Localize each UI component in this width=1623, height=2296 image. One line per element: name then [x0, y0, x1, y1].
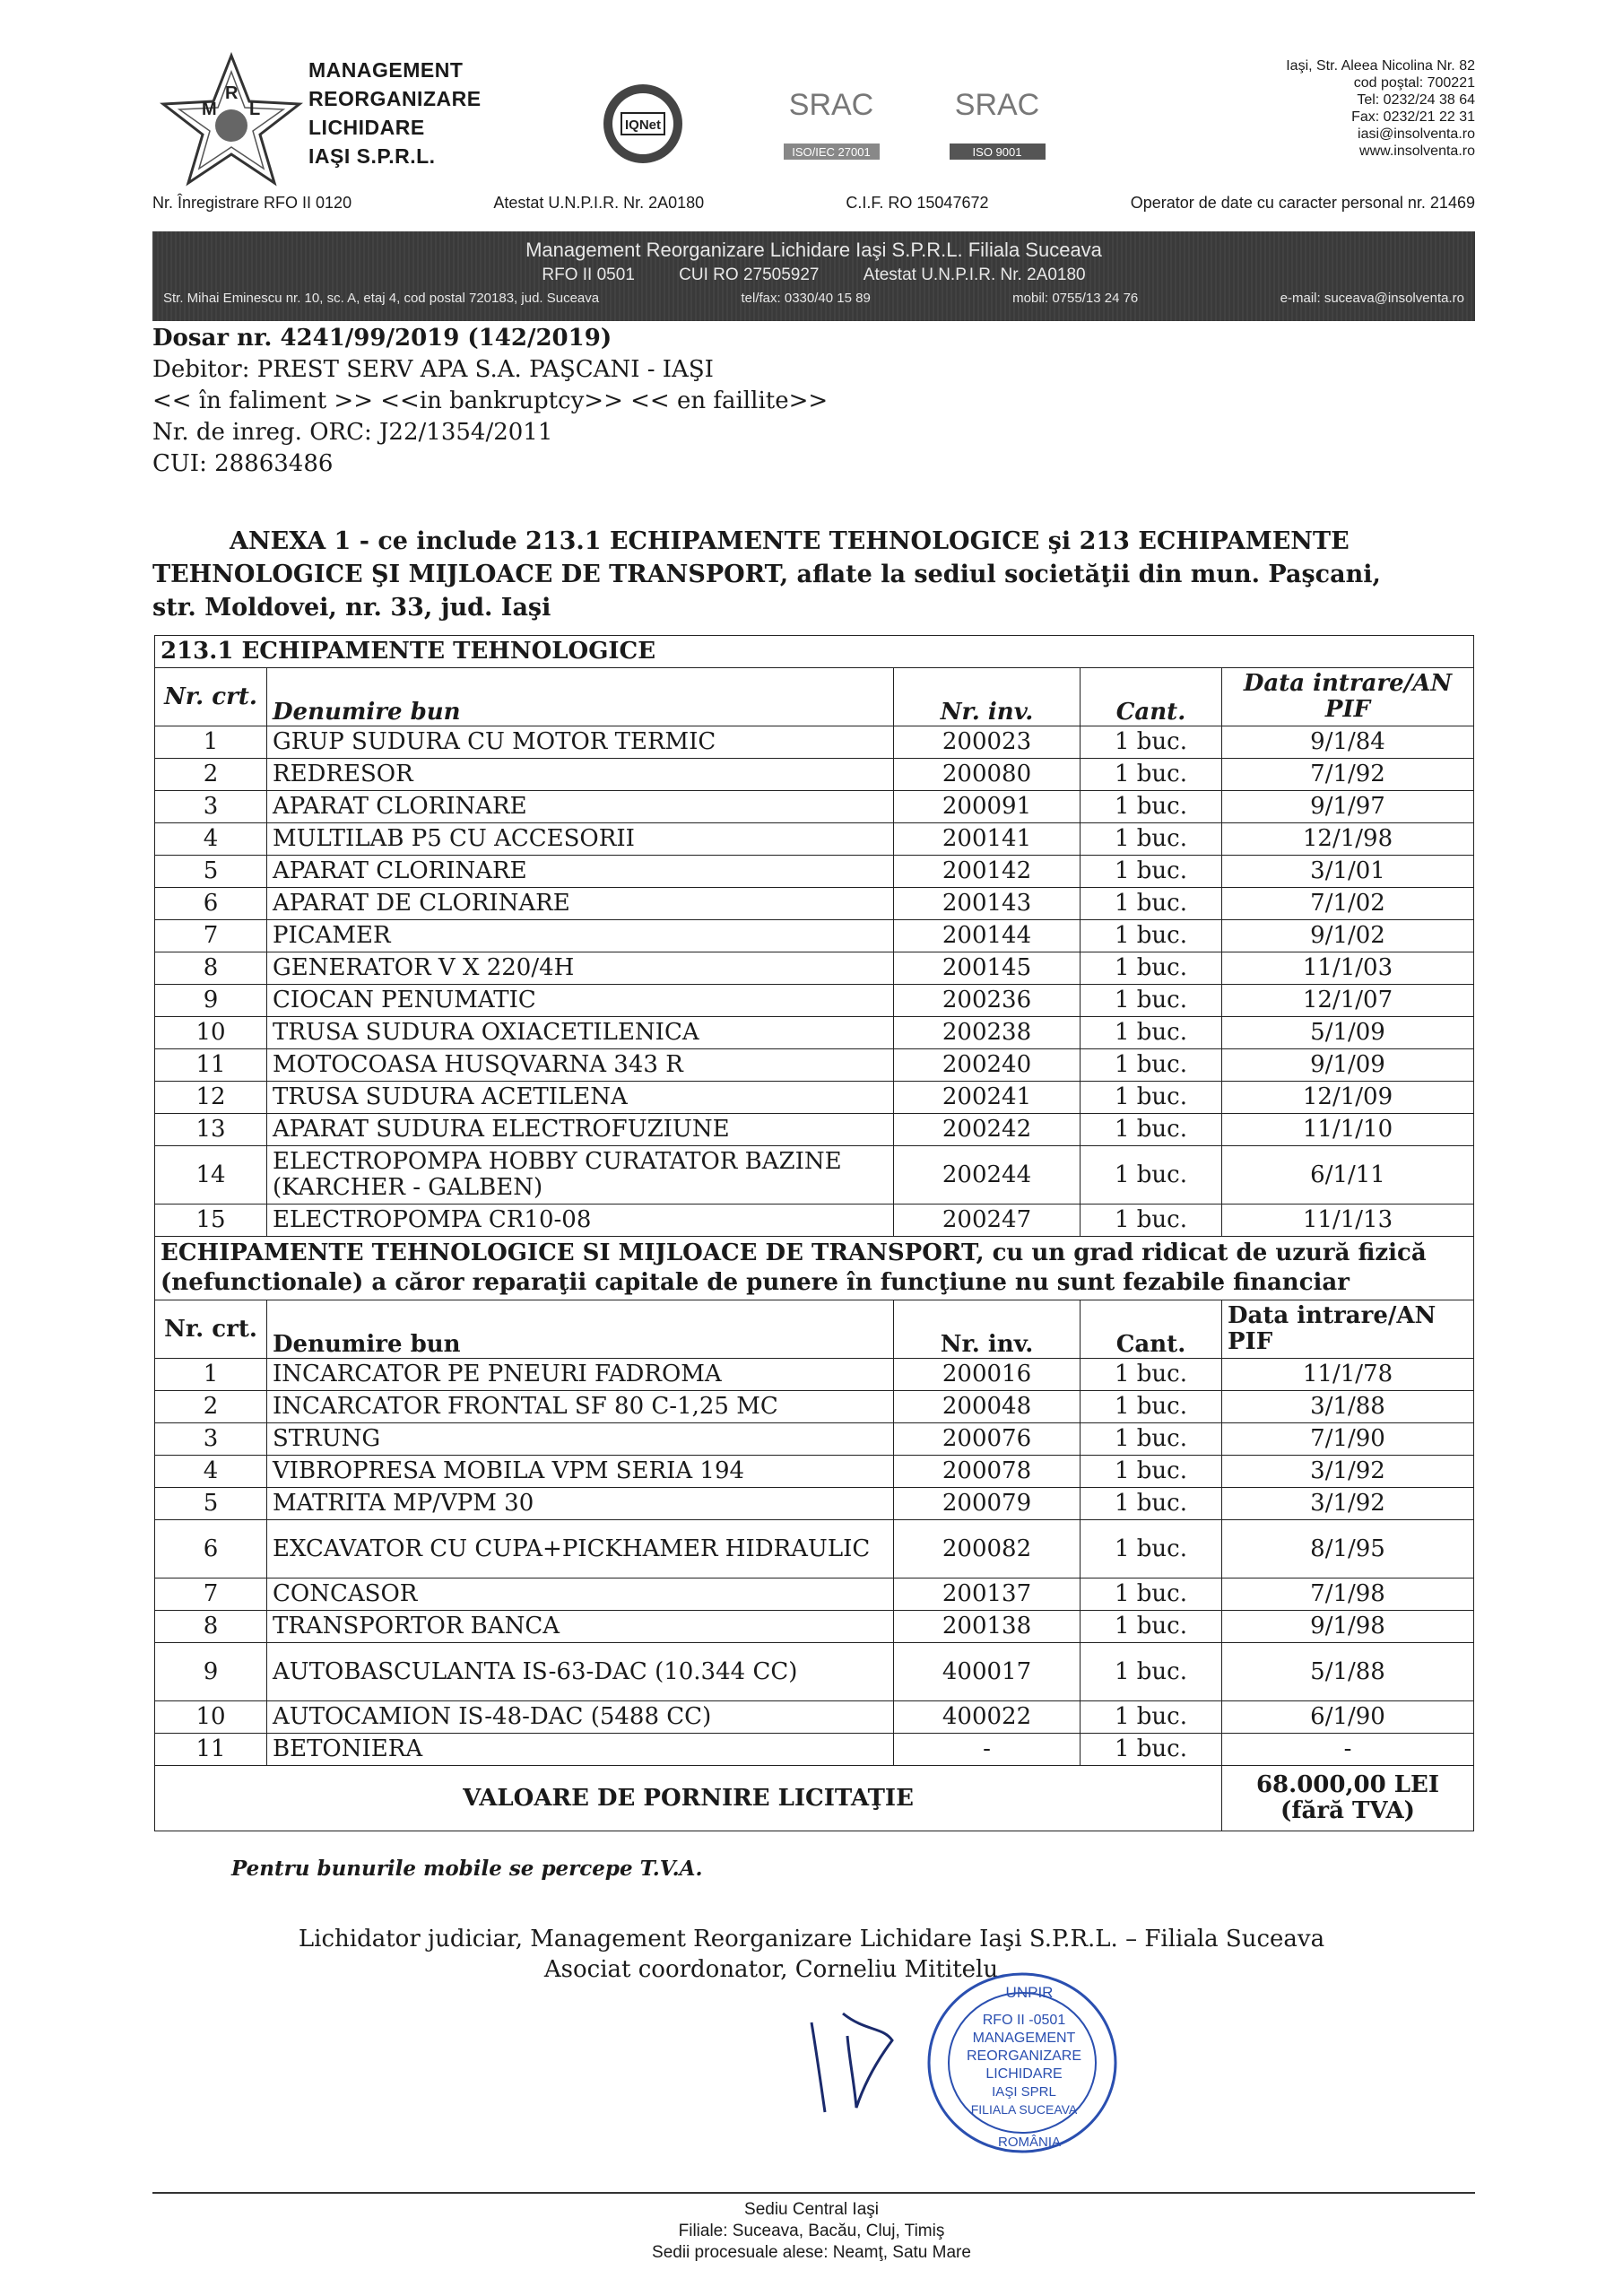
- stamp-line: UNPIR: [1005, 1984, 1054, 2001]
- table-row: [155, 1391, 1474, 1423]
- insolvency-status: << în faliment >> <<in bankruptcy>> << en faillite>>: [152, 387, 829, 414]
- banner-contacts: [152, 291, 1475, 306]
- banner-title: Management Reorganizare Lichidare Iaşi S.P.R.L. Filiala Suceava: [525, 239, 1102, 261]
- quantity: 1 buc.: [1081, 1611, 1222, 1643]
- table-header-row: [155, 1300, 1474, 1359]
- table-row: [155, 952, 1474, 985]
- starting-price-cell: [1222, 1766, 1474, 1831]
- quantity: 1 buc.: [1081, 1049, 1222, 1082]
- address-line: cod poştal: 700221: [1353, 75, 1475, 91]
- asset-name: REDRESOR: [267, 759, 894, 791]
- inventory-number: 200016: [894, 1359, 1081, 1391]
- badge-label: SRAC: [954, 88, 1040, 122]
- inventory-number: -: [894, 1734, 1081, 1766]
- table-row: [155, 1456, 1474, 1488]
- asset-name: ELECTROPOMPA HOBBY CURATATOR BAZINE (KARCHER - GALBEN): [267, 1146, 894, 1205]
- row-number: 6: [155, 888, 267, 920]
- entry-date: 7/1/90: [1222, 1423, 1474, 1456]
- row-number: 8: [155, 952, 267, 985]
- banner-id: RFO II 0501: [542, 265, 635, 284]
- liquidator-line: Lichidator judiciar, Management Reorganizare Lichidare Iaşi S.P.R.L. – Filiala Suceava: [298, 1926, 1325, 1952]
- quantity: 1 buc.: [1081, 1520, 1222, 1578]
- quantity: 1 buc.: [1081, 1359, 1222, 1391]
- quantity: 1 buc.: [1081, 1017, 1222, 1049]
- section-title: ECHIPAMENTE TEHNOLOGICE SI MIJLOACE DE TRANSPORT, cu un grad ridicat de uzură fizică (nefunctionale) a căror reparaţii capitale de punere în funcţiune nu sunt fezabile financiar: [155, 1237, 1474, 1300]
- inventory-number: 200137: [894, 1578, 1081, 1611]
- row-number: 13: [155, 1114, 267, 1146]
- entry-date: 3/1/01: [1222, 856, 1474, 888]
- asset-name: MATRITA MP/VPM 30: [267, 1488, 894, 1520]
- quantity: 1 buc.: [1081, 1488, 1222, 1520]
- handwritten-signature: [794, 1996, 910, 2121]
- asset-name: TRANSPORTOR BANCA: [267, 1611, 894, 1643]
- quantity: 1 buc.: [1081, 1456, 1222, 1488]
- entry-date: 6/1/90: [1222, 1701, 1474, 1734]
- website-link[interactable]: www.insolventa.ro: [1359, 144, 1475, 159]
- asset-name: AUTOBASCULANTA IS-63-DAC (10.344 CC): [267, 1643, 894, 1701]
- asset-name: INCARCATOR FRONTAL SF 80 C-1,25 MC: [267, 1391, 894, 1423]
- table-row: [155, 856, 1474, 888]
- asset-name: TRUSA SUDURA OXIACETILENICA: [267, 1017, 894, 1049]
- header-qty: Cant.: [1081, 668, 1222, 726]
- registration-line: [152, 194, 1475, 213]
- entry-date: 12/1/98: [1222, 823, 1474, 856]
- inventory-number: 200145: [894, 952, 1081, 985]
- table-row: [155, 726, 1474, 759]
- row-number: 3: [155, 791, 267, 823]
- row-number: 8: [155, 1611, 267, 1643]
- asset-name: APARAT CLORINARE: [267, 791, 894, 823]
- entry-date: 9/1/98: [1222, 1611, 1474, 1643]
- asset-name: GENERATOR V X 220/4H: [267, 952, 894, 985]
- unpir-attestation: Atestat U.N.P.I.R. Nr. 2A0180: [493, 194, 705, 212]
- row-number: 5: [155, 1488, 267, 1520]
- annex-line: str. Moldovei, nr. 33, jud. Iaşi: [152, 594, 551, 622]
- inventory-number: 200048: [894, 1391, 1081, 1423]
- asset-name: CIOCAN PENUMATIC: [267, 985, 894, 1017]
- starting-price-value: 68.000,00 LEI: [1255, 1771, 1440, 1798]
- asset-name: BETONIERA: [267, 1734, 894, 1766]
- inventory-number: 200082: [894, 1520, 1081, 1578]
- address-line: Tel: 0232/24 38 64: [1357, 92, 1475, 108]
- table-row: [155, 1701, 1474, 1734]
- table-row: [155, 1611, 1474, 1643]
- inventory-number: 200240: [894, 1049, 1081, 1082]
- entry-date: 5/1/88: [1222, 1643, 1474, 1701]
- entry-date: 9/1/84: [1222, 726, 1474, 759]
- entry-date: 9/1/97: [1222, 791, 1474, 823]
- row-number: 4: [155, 823, 267, 856]
- email-link[interactable]: iasi@insolventa.ro: [1358, 126, 1475, 142]
- stamp-line: ROMÂNIA: [997, 2135, 1062, 2150]
- asset-name: CONCASOR: [267, 1578, 894, 1611]
- table-row: [155, 1359, 1474, 1391]
- table-row: [155, 1423, 1474, 1456]
- entry-date: 11/1/03: [1222, 952, 1474, 985]
- table-row: [155, 888, 1474, 920]
- asset-name: INCARCATOR PE PNEURI FADROMA: [267, 1359, 894, 1391]
- table-row: [155, 985, 1474, 1017]
- inventory-number: 200023: [894, 726, 1081, 759]
- footer-line: Filiale: Suceava, Bacău, Cluj, Timiş: [678, 2222, 945, 2240]
- badge-label: SRAC: [788, 88, 874, 122]
- row-number: 2: [155, 759, 267, 791]
- assets-table-body: [155, 636, 1474, 1831]
- table-row: [155, 1049, 1474, 1082]
- quantity: 1 buc.: [1081, 888, 1222, 920]
- banner-mobile: mobil: 0755/13 24 76: [1012, 291, 1139, 306]
- table-row: [155, 791, 1474, 823]
- dossier-info: [152, 323, 828, 480]
- starting-price-label: VALOARE DE PORNIRE LICITAŢIE: [155, 1766, 1222, 1831]
- cif-number: C.I.F. RO 15047672: [846, 194, 989, 212]
- asset-name: MOTOCOASA HUSQVARNA 343 R: [267, 1049, 894, 1082]
- banner-id: CUI RO 27505927: [679, 265, 820, 284]
- table-row: [155, 1520, 1474, 1578]
- inventory-number: 200141: [894, 823, 1081, 856]
- row-number: 14: [155, 1146, 267, 1205]
- srac-iso27001-badge-icon: [780, 79, 883, 169]
- branch-banner: [152, 231, 1475, 321]
- quantity: 1 buc.: [1081, 1391, 1222, 1423]
- table-row: [155, 1114, 1474, 1146]
- stamp-line: LICHIDARE: [985, 2066, 1063, 2082]
- srac-iso9001-badge-icon: [946, 79, 1049, 169]
- data-operator-number: Operator de date cu caracter personal nr. 21469: [1130, 194, 1475, 212]
- company-line: REORGANIZARE: [308, 87, 482, 110]
- company-logo-icon: [160, 52, 303, 187]
- row-number: 7: [155, 920, 267, 952]
- quantity: 1 buc.: [1081, 1701, 1222, 1734]
- row-number: 1: [155, 726, 267, 759]
- footer-divider: [152, 2192, 1475, 2194]
- stamp-line: MANAGEMENT: [972, 2031, 1076, 2046]
- inventory-number: 200241: [894, 1082, 1081, 1114]
- header-nr: Nr. crt.: [155, 1300, 267, 1359]
- asset-name: STRUNG: [267, 1423, 894, 1456]
- row-number: 3: [155, 1423, 267, 1456]
- inventory-number: 200244: [894, 1146, 1081, 1205]
- quantity: 1 buc.: [1081, 1643, 1222, 1701]
- dossier-number: Dosar nr. 4241/99/2019 (142/2019): [152, 325, 612, 352]
- row-number: 9: [155, 1643, 267, 1701]
- logo-letter-m: M: [202, 100, 217, 119]
- entry-date: 11/1/10: [1222, 1114, 1474, 1146]
- asset-name: APARAT DE CLORINARE: [267, 888, 894, 920]
- liquidator-block: [0, 1924, 1623, 1985]
- asset-name: GRUP SUDURA CU MOTOR TERMIC: [267, 726, 894, 759]
- address-line: Fax: 0232/21 22 31: [1351, 109, 1475, 125]
- entry-date: 7/1/92: [1222, 759, 1474, 791]
- quantity: 1 buc.: [1081, 1578, 1222, 1611]
- inventory-number: 200078: [894, 1456, 1081, 1488]
- company-line: MANAGEMENT: [308, 58, 464, 82]
- row-number: 5: [155, 856, 267, 888]
- asset-name: ELECTROPOMPA CR10-08: [267, 1205, 894, 1237]
- inventory-number: 400022: [894, 1701, 1081, 1734]
- cui-number: CUI: 28863486: [152, 450, 334, 477]
- asset-name: APARAT CLORINARE: [267, 856, 894, 888]
- company-name: [308, 56, 482, 170]
- banner-address: Str. Mihai Eminescu nr. 10, sc. A, etaj 4, cod postal 720183, jud. Suceava: [163, 291, 600, 306]
- table-row: [155, 1205, 1474, 1237]
- inventory-number: 200138: [894, 1611, 1081, 1643]
- section-title-row: [155, 1237, 1474, 1300]
- seal-text: IQNet: [624, 117, 662, 133]
- asset-name: APARAT SUDURA ELECTROFUZIUNE: [267, 1114, 894, 1146]
- inventory-number: 400017: [894, 1643, 1081, 1701]
- logo-letter-r: R: [225, 83, 239, 103]
- quantity: 1 buc.: [1081, 1146, 1222, 1205]
- entry-date: 3/1/92: [1222, 1488, 1474, 1520]
- stamp-line: REORGANIZARE: [966, 2048, 1082, 2064]
- row-number: 9: [155, 985, 267, 1017]
- header-nr: Nr. crt.: [155, 668, 267, 726]
- quantity: 1 buc.: [1081, 1423, 1222, 1456]
- inventory-number: 200079: [894, 1488, 1081, 1520]
- row-number: 2: [155, 1391, 267, 1423]
- entry-date: 7/1/98: [1222, 1578, 1474, 1611]
- header-qty: Cant.: [1081, 1300, 1222, 1359]
- assets-table: [154, 635, 1474, 1831]
- inventory-number: 200238: [894, 1017, 1081, 1049]
- table-row: [155, 1643, 1474, 1701]
- badge-standard: ISO 9001: [972, 145, 1022, 159]
- entry-date: -: [1222, 1734, 1474, 1766]
- quantity: 1 buc.: [1081, 856, 1222, 888]
- official-stamp-icon: [924, 1969, 1121, 2157]
- table-row: [155, 1082, 1474, 1114]
- table-header-row: [155, 668, 1474, 726]
- quantity: 1 buc.: [1081, 1205, 1222, 1237]
- inventory-number: 200142: [894, 856, 1081, 888]
- logo-letter-l: L: [249, 100, 261, 119]
- inventory-number: 200247: [894, 1205, 1081, 1237]
- entry-date: 6/1/11: [1222, 1146, 1474, 1205]
- quantity: 1 buc.: [1081, 952, 1222, 985]
- stamp-line: FILIALA SUCEAVA: [970, 2102, 1078, 2117]
- annex-line: ANEXA 1 - ce include 213.1 ECHIPAMENTE TEHNOLOGICE şi 213 ECHIPAMENTE: [230, 527, 1350, 555]
- quantity: 1 buc.: [1081, 1114, 1222, 1146]
- entry-date: 5/1/09: [1222, 1017, 1474, 1049]
- table-row: [155, 1017, 1474, 1049]
- entry-date: 9/1/09: [1222, 1049, 1474, 1082]
- debtor-name: Debitor: PREST SERV APA S.A. PAŞCANI - IAŞI: [152, 356, 714, 383]
- inventory-number: 200080: [894, 759, 1081, 791]
- quantity: 1 buc.: [1081, 1734, 1222, 1766]
- entry-date: 9/1/02: [1222, 920, 1474, 952]
- quantity: 1 buc.: [1081, 726, 1222, 759]
- quantity: 1 buc.: [1081, 759, 1222, 791]
- table-row: [155, 1578, 1474, 1611]
- table-row: [155, 759, 1474, 791]
- annex-heading: [152, 525, 1475, 624]
- row-number: 10: [155, 1701, 267, 1734]
- quantity: 1 buc.: [1081, 985, 1222, 1017]
- asset-name: PICAMER: [267, 920, 894, 952]
- footer-line: Sediu Central Iaşi: [744, 2200, 879, 2219]
- head-office-address: [1286, 57, 1475, 160]
- banner-ids: [152, 265, 1475, 285]
- vat-note: Pentru bunurile mobile se percepe T.V.A.: [231, 1857, 703, 1881]
- table-row: [155, 823, 1474, 856]
- asset-name: VIBROPRESA MOBILA VPM SERIA 194: [267, 1456, 894, 1488]
- row-number: 11: [155, 1049, 267, 1082]
- row-number: 10: [155, 1017, 267, 1049]
- table-row: [155, 920, 1474, 952]
- inventory-number: 200091: [894, 791, 1081, 823]
- inventory-number: 200236: [894, 985, 1081, 1017]
- header-denumire: Denumire bun: [267, 1300, 894, 1359]
- inventory-number: 200144: [894, 920, 1081, 952]
- asset-name: MULTILAB P5 CU ACCESORII: [267, 823, 894, 856]
- row-number: 4: [155, 1456, 267, 1488]
- reg-number: Nr. Înregistrare RFO II 0120: [152, 194, 352, 212]
- page-footer: [0, 2199, 1623, 2264]
- footer-line: Sedii procesuale alese: Neamţ, Satu Mare: [652, 2243, 971, 2262]
- table-row: [155, 1488, 1474, 1520]
- row-number: 12: [155, 1082, 267, 1114]
- entry-date: 3/1/88: [1222, 1391, 1474, 1423]
- total-row: [155, 1766, 1474, 1831]
- stamp-line: IAŞI SPRL: [992, 2084, 1056, 2100]
- entry-date: 7/1/02: [1222, 888, 1474, 920]
- company-line: IAŞI S.P.R.L.: [308, 144, 436, 168]
- quantity: 1 buc.: [1081, 920, 1222, 952]
- entry-date: 11/1/78: [1222, 1359, 1474, 1391]
- quantity: 1 buc.: [1081, 791, 1222, 823]
- row-number: 7: [155, 1578, 267, 1611]
- asset-name: EXCAVATOR CU CUPA+PICKHAMER HIDRAULIC: [267, 1520, 894, 1578]
- table-row: [155, 1734, 1474, 1766]
- asset-name: TRUSA SUDURA ACETILENA: [267, 1082, 894, 1114]
- banner-id: Atestat U.N.P.I.R. Nr. 2A0180: [863, 265, 1086, 284]
- address-line: Iaşi, Str. Aleea Nicolina Nr. 82: [1286, 58, 1475, 74]
- asset-name: AUTOCAMION IS-48-DAC (5488 CC): [267, 1701, 894, 1734]
- quantity: 1 buc.: [1081, 823, 1222, 856]
- starting-price-vat-note: (fără TVA): [1280, 1797, 1415, 1824]
- entry-date: 12/1/07: [1222, 985, 1474, 1017]
- inventory-number: 200242: [894, 1114, 1081, 1146]
- section-title: 213.1 ECHIPAMENTE TEHNOLOGICE: [155, 636, 1474, 668]
- section-title-row: [155, 636, 1474, 668]
- row-number: 15: [155, 1205, 267, 1237]
- entry-date: 11/1/13: [1222, 1205, 1474, 1237]
- banner-phone: tel/fax: 0330/40 15 89: [741, 291, 871, 306]
- row-number: 1: [155, 1359, 267, 1391]
- header-date: Data intrare/AN PIF: [1222, 1300, 1474, 1359]
- entry-date: 3/1/92: [1222, 1456, 1474, 1488]
- inventory-number: 200143: [894, 888, 1081, 920]
- entry-date: 12/1/09: [1222, 1082, 1474, 1114]
- annex-line: TEHNOLOGICE ŞI MIJLOACE DE TRANSPORT, aflate la sediul societăţii din mun. Paşcani,: [152, 561, 1381, 588]
- header-inv: Nr. inv.: [894, 1300, 1081, 1359]
- table-row: [155, 1146, 1474, 1205]
- iqnet-certification-seal-icon: [592, 79, 695, 169]
- header-date: Data intrare/AN PIF: [1222, 668, 1474, 726]
- inventory-number: 200076: [894, 1423, 1081, 1456]
- row-number: 11: [155, 1734, 267, 1766]
- stamp-line: RFO II -0501: [982, 2013, 1066, 2028]
- entry-date: 8/1/95: [1222, 1520, 1474, 1578]
- banner-email[interactable]: e-mail: suceava@insolventa.ro: [1280, 291, 1464, 306]
- badge-standard: ISO/IEC 27001: [792, 145, 871, 159]
- orc-number: Nr. de inreg. ORC: J22/1354/2011: [152, 419, 553, 446]
- header-denumire: Denumire bun: [267, 668, 894, 726]
- quantity: 1 buc.: [1081, 1082, 1222, 1114]
- company-line: LICHIDARE: [308, 116, 425, 139]
- header-inv: Nr. inv.: [894, 668, 1081, 726]
- coordinator-line: Asociat coordonator, Corneliu Mititelu: [543, 1956, 999, 1983]
- row-number: 6: [155, 1520, 267, 1578]
